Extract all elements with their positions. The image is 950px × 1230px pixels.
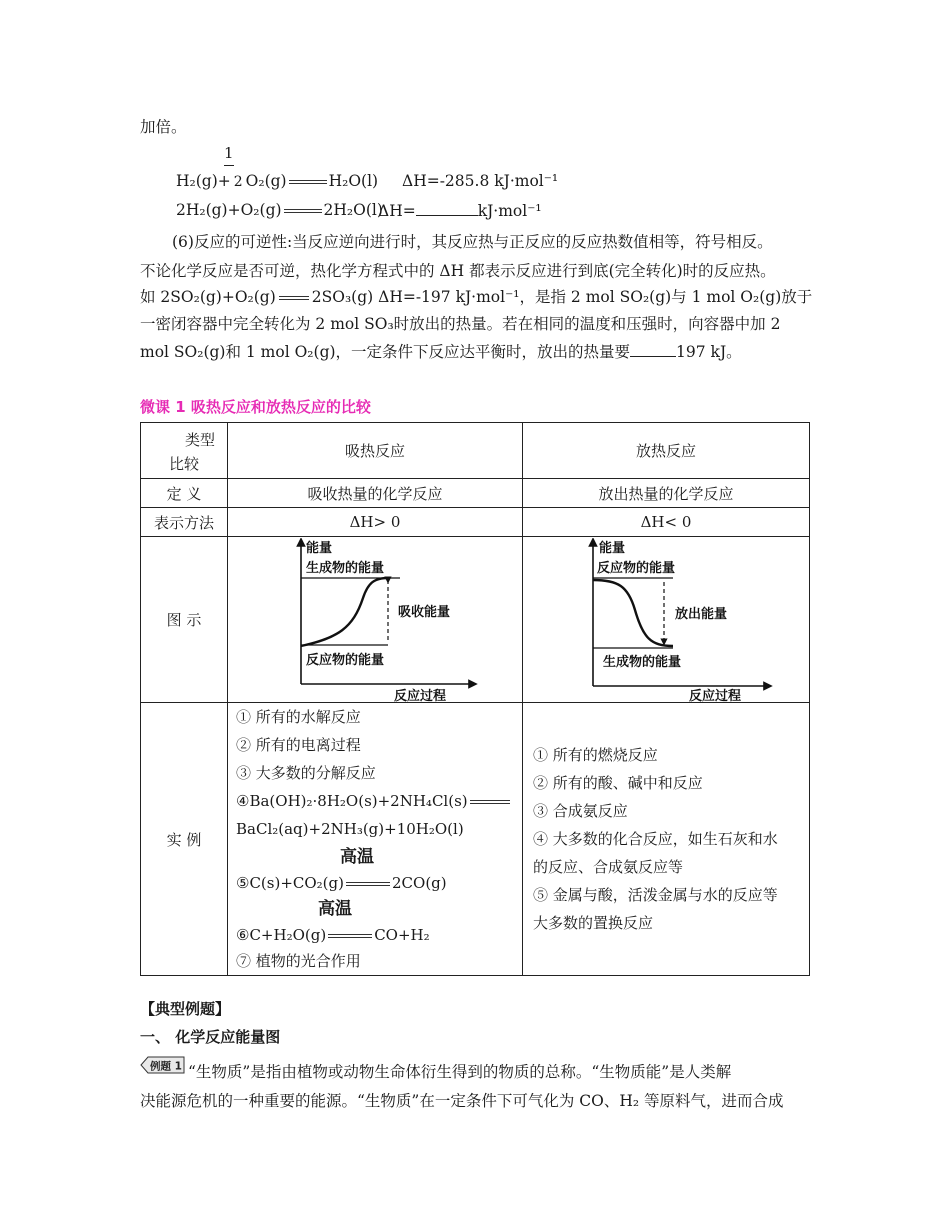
eq1-mid: O₂(g) [245, 172, 287, 190]
ex4-left: ④Ba(OH)₂·8H₂O(s)+2NH₄Cl(s) [236, 792, 468, 810]
list-item: ① 所有的燃烧反应 [533, 746, 658, 764]
eq2-dh-post: kJ·mol⁻¹ [477, 202, 542, 220]
example-badge-icon [140, 1056, 186, 1074]
list-item: ② 所有的酸、碱中和反应 [533, 774, 703, 792]
row-label-examples: 实 例 [141, 703, 228, 976]
ex5-equation [236, 869, 447, 897]
eq2-delta-h [378, 201, 542, 220]
example-badge [140, 1056, 186, 1074]
ex5-left: ⑤C(s)+CO₂(g) [236, 874, 344, 892]
bottom-energy-label: 生成物的能量 [603, 654, 682, 670]
para6-line-2: 不论化学反应是否可逆，热化学方程式中的 ΔH 都表示反应进行到底(完全转化)时的反应热。 [140, 262, 776, 280]
row-label-representation: 表示方法 [141, 508, 228, 537]
eq1-delta-h: ΔH=-285.8 kJ·mol⁻¹ [402, 172, 559, 190]
top-energy-label: 反应物的能量 [597, 560, 676, 576]
representation-exo: ΔH< 0 [523, 508, 810, 537]
condition-high-temp: 高温 [340, 847, 374, 867]
para6-l5-b: 197 kJ。 [676, 343, 742, 361]
exothermic-energy-diagram [523, 538, 809, 702]
header-exothermic: 放热反应 [523, 423, 810, 479]
bottom-energy-label: 反应物的能量 [306, 652, 385, 668]
para6-l3-b: 2SO₃(g) ΔH=-197 kJ·mol⁻¹，是指 2 mol SO₂(g)与 1 mol O₂(g)放于 [311, 288, 813, 306]
para6-l3-a: 如 2SO₂(g)+O₂(g) [140, 288, 276, 306]
figure-exo-cell [523, 537, 810, 703]
subsection-title: 一、 化学反应能量图 [140, 1028, 281, 1046]
ex6-right: CO+H₂ [374, 926, 430, 944]
eq2-left: 2H₂(g)+O₂(g) [176, 201, 282, 219]
corner-cell [141, 423, 228, 479]
para6-line-3 [140, 285, 812, 307]
comparison-table [140, 422, 810, 976]
equals-sign-icon [289, 180, 327, 184]
para6-l5-a: mol SO₂(g)和 1 mol O₂(g)，一定条件下反应达平衡时，放出的热量要 [140, 343, 631, 361]
list-item: ⑦ 植物的光合作用 [236, 952, 361, 970]
list-item [236, 843, 522, 895]
endothermic-energy-diagram [228, 538, 520, 702]
table-header-row [141, 423, 810, 479]
eq1-right: H₂O(l) [328, 172, 379, 190]
x-axis-label: 反应过程 [394, 688, 447, 702]
reaction-curve [593, 580, 673, 646]
list-item: BaCl₂(aq)+2NH₃(g)+10H₂O(l) [236, 820, 464, 838]
answer-blank[interactable] [416, 201, 478, 216]
equals-sign-icon [284, 209, 322, 213]
list-item: 的反应、合成氨反应等 [533, 858, 684, 876]
side-energy-label: 吸收能量 [398, 604, 451, 620]
figure-endo-cell [228, 537, 523, 703]
examples-endo [228, 703, 523, 976]
header-endothermic: 吸热反应 [228, 423, 523, 479]
eq1-left: H₂(g)+ [176, 172, 231, 190]
corner-top: 类型 [185, 431, 216, 449]
eq2-right: 2H₂O(l) [323, 201, 383, 219]
ex5-right: 2CO(g) [392, 874, 447, 892]
equals-sign-icon [346, 882, 390, 886]
x-axis-label: 反应过程 [689, 688, 742, 702]
table-row [141, 537, 810, 703]
ex6-equation [236, 921, 430, 949]
y-axis-label: 能量 [599, 540, 626, 556]
definition-endo: 吸收热量的化学反应 [228, 479, 523, 508]
row-label-definition: 定 义 [141, 479, 228, 508]
list-item: ② 所有的电离过程 [236, 736, 361, 754]
para6-line-1: (6)反应的可逆性:当反应逆向进行时，其反应热与正反应的反应热数值相等，符号相反。 [172, 233, 773, 251]
corner-bottom: 比较 [169, 455, 200, 473]
reaction-curve [301, 578, 388, 646]
representation-endo: ΔH> 0 [228, 508, 523, 537]
example-line-1: “生物质”是指由植物或动物生命体衍生得到的物质的总称。“生物质能”是人类解 [188, 1063, 732, 1081]
equals-sign-icon [328, 934, 372, 938]
example-badge-label: 例题 1 [150, 1060, 182, 1073]
examples-heading: 【典型例题】 [140, 1000, 231, 1018]
equation-2 [176, 201, 383, 219]
definition-exo: 放出热量的化学反应 [523, 479, 810, 508]
example-line-2: 决能源危机的一种重要的能源。“生物质”在一定条件下可气化为 CO、H₂ 等原料气，进而合成 [140, 1092, 784, 1110]
text-line: 加倍。 [140, 118, 187, 136]
fraction-bar [224, 165, 234, 166]
row-label-figure: 图 示 [141, 537, 228, 703]
reversible-arrow-icon [279, 295, 309, 301]
equation-1 [176, 172, 378, 190]
y-axis-label: 能量 [306, 540, 333, 556]
equals-sign-icon [470, 800, 510, 804]
list-item: ③ 合成氨反应 [533, 802, 628, 820]
section-title: 微课 1 吸热反应和放热反应的比较 [140, 398, 371, 416]
answer-blank[interactable] [630, 342, 676, 357]
para6-line-4: 一密闭容器中完全转化为 2 mol SO₃时放出的热量。若在相同的温度和压强时，向容器中加 2 [140, 315, 781, 333]
list-item: 大多数的置换反应 [533, 914, 654, 932]
fraction-denominator: 2 [233, 174, 243, 190]
table-row [141, 479, 810, 508]
ex6-left: ⑥C+H₂O(g) [236, 926, 327, 944]
side-energy-label: 放出能量 [675, 606, 728, 622]
para6-line-5 [140, 340, 742, 362]
list-item: ③ 大多数的分解反应 [236, 764, 376, 782]
table-row [141, 508, 810, 537]
list-item: ① 所有的水解反应 [236, 708, 361, 726]
table-row [141, 703, 810, 976]
top-energy-label: 生成物的能量 [306, 560, 385, 576]
examples-exo [523, 703, 810, 976]
list-item [236, 787, 522, 815]
condition-high-temp: 高温 [318, 899, 352, 919]
list-item: ⑤ 金属与酸，活泼金属与水的反应等 [533, 886, 778, 904]
eq2-dh-pre: ΔH= [378, 202, 416, 220]
list-item [236, 895, 522, 947]
fraction-numerator: 1 [224, 144, 234, 162]
list-item: ④ 大多数的化合反应，如生石灰和水 [533, 830, 778, 848]
